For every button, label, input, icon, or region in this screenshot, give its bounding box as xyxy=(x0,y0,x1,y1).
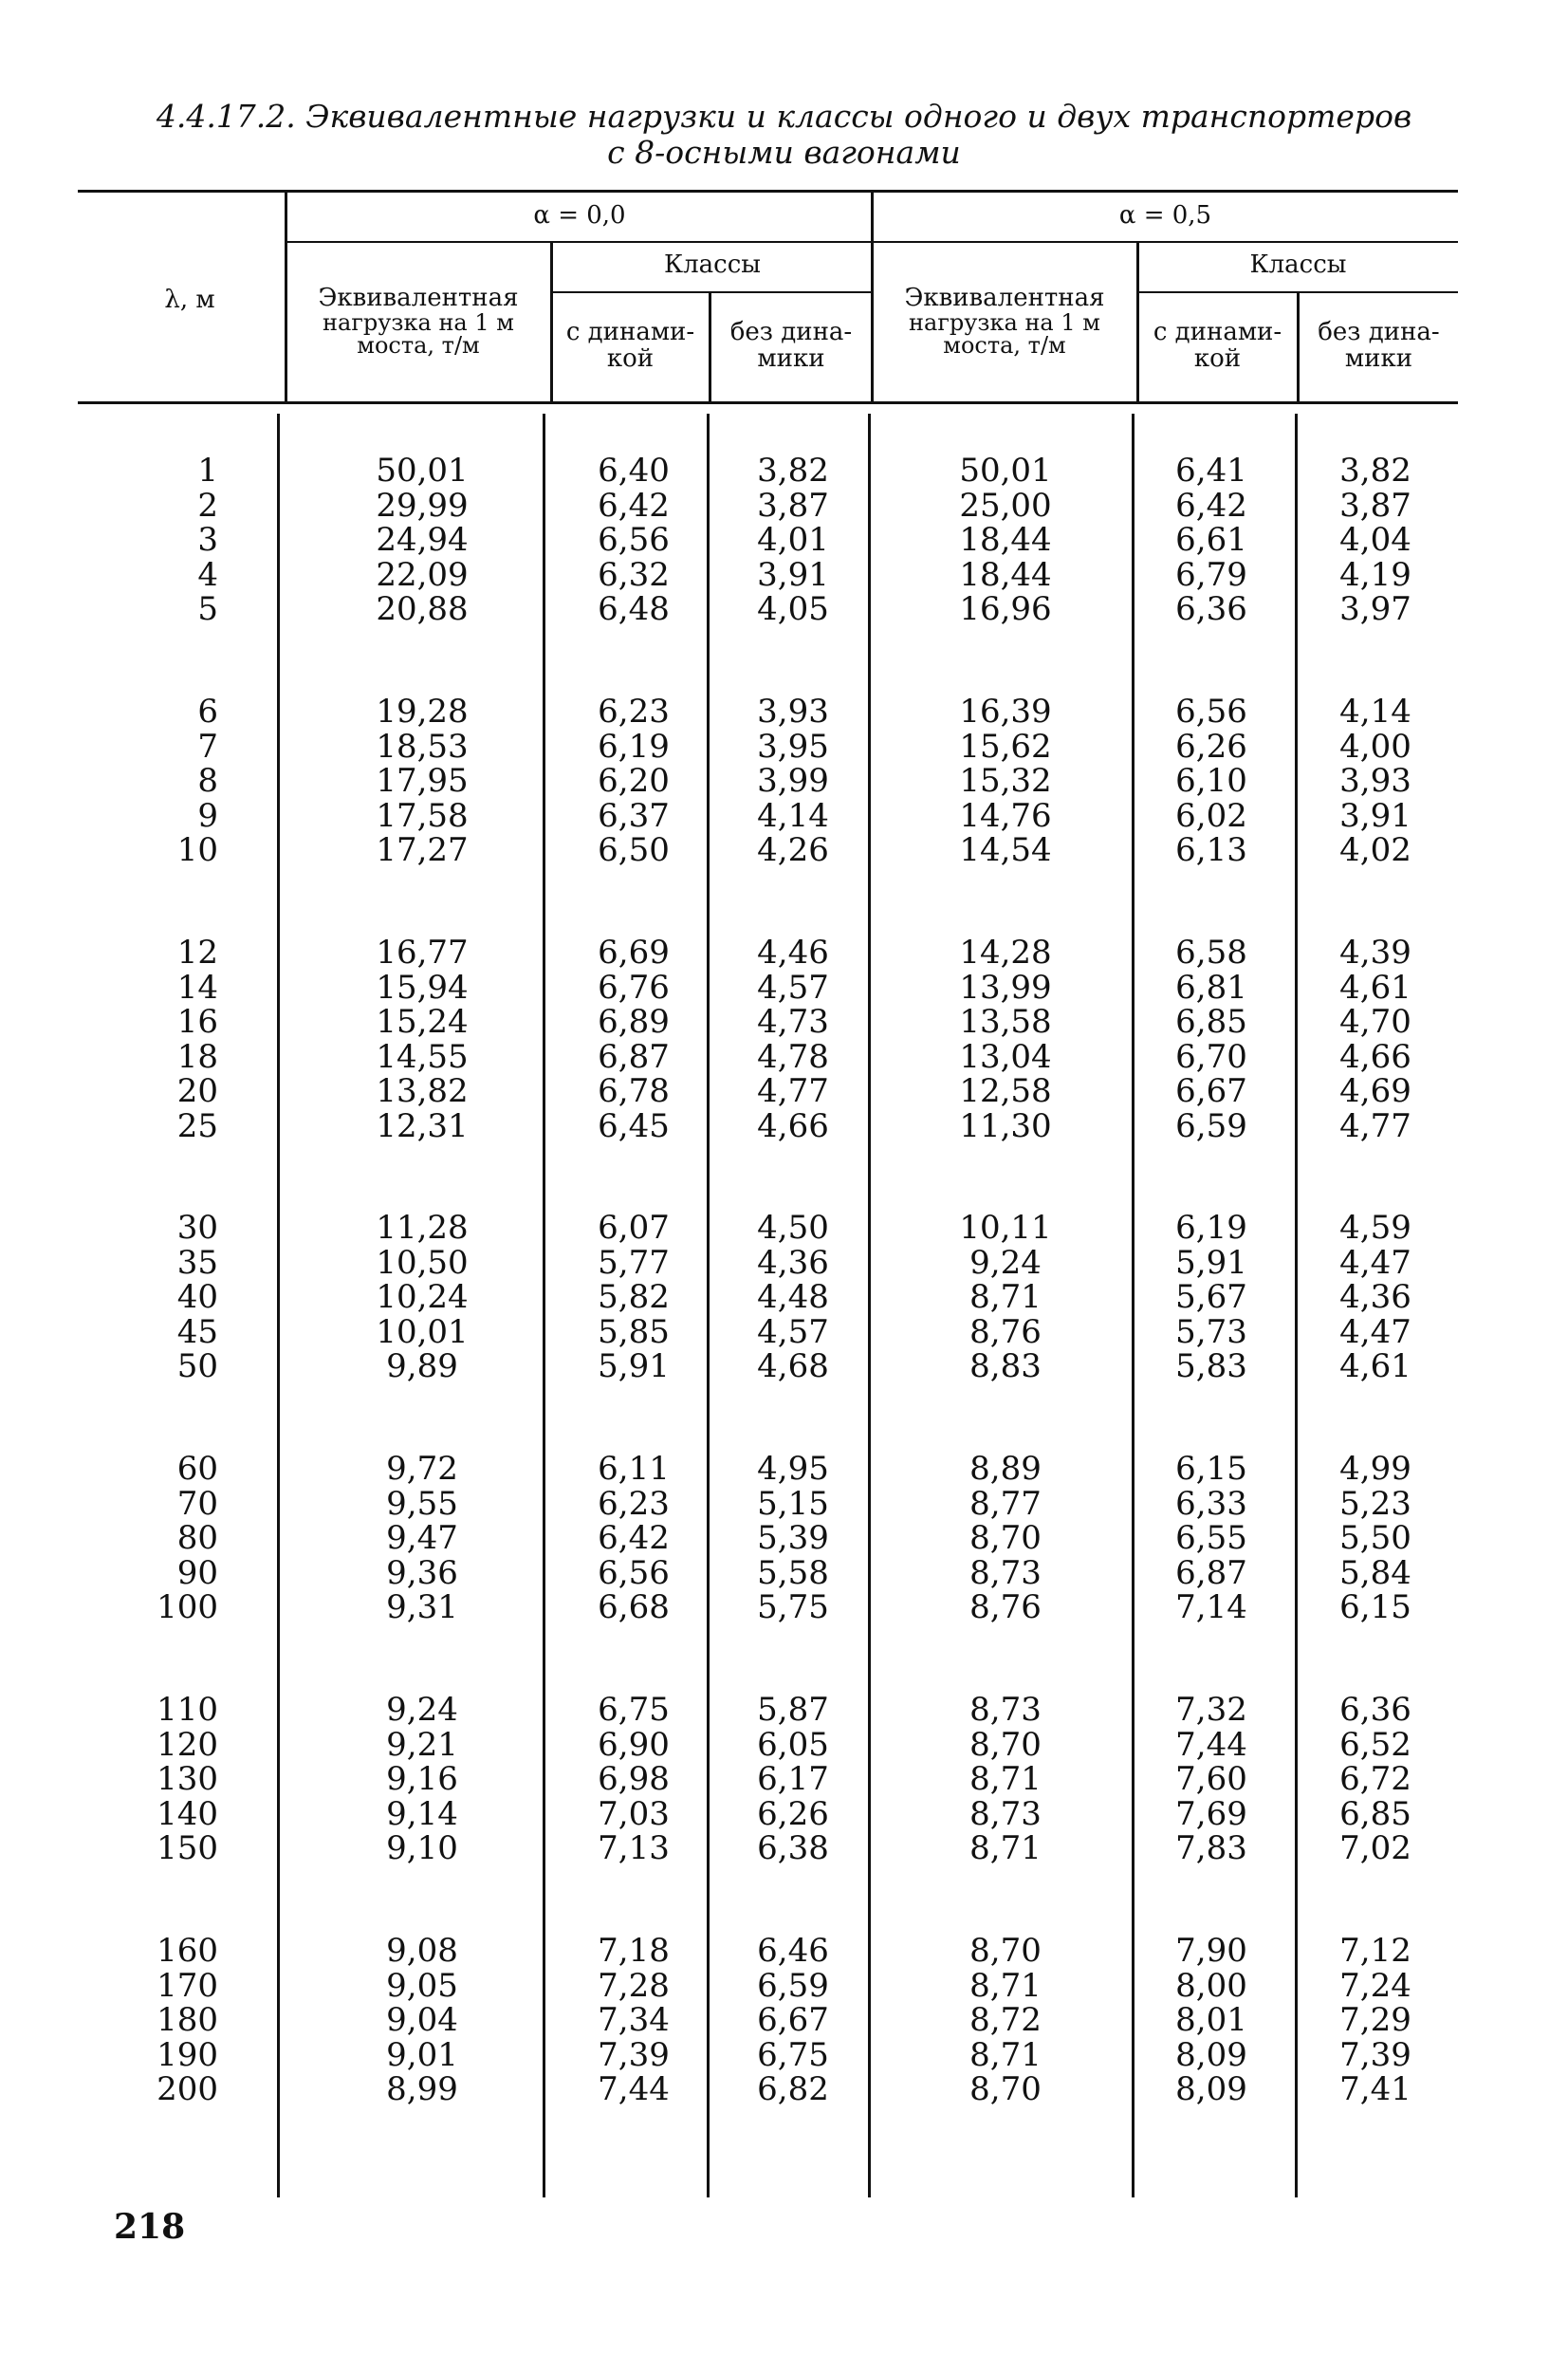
equiv-load-a05-cell: 13,58 xyxy=(959,1003,1052,1041)
class-dyn-a05-cell: 6,02 xyxy=(1175,796,1247,835)
class-dyn-a0-cell: 6,07 xyxy=(598,1209,670,1247)
lambda-cell: 160 xyxy=(157,1932,218,1970)
class-nodyn-a05-cell: 6,85 xyxy=(1339,1794,1411,1833)
class-nodyn-a0-cell: 6,67 xyxy=(757,2001,829,2039)
class-nodyn-a05-cell: 4,61 xyxy=(1339,968,1411,1007)
equiv-load-a0-cell: 17,95 xyxy=(376,762,469,800)
equiv-load-a05-cell: 14,54 xyxy=(959,831,1052,869)
equiv-load-a05-cell: 8,89 xyxy=(969,1450,1042,1488)
lambda-cell: 35 xyxy=(176,1243,218,1282)
equiv-load-a05-cell: 8,76 xyxy=(969,1588,1042,1626)
equiv-load-a0-cell: 9,01 xyxy=(386,2035,458,2074)
equiv-load-a0-cell: 9,08 xyxy=(386,1932,458,1970)
equiv-load-a05-cell: 8,71 xyxy=(969,1829,1042,1867)
lambda-cell: 16 xyxy=(176,1003,218,1041)
equiv-load-a0-cell: 9,24 xyxy=(386,1691,458,1729)
equiv-load-a05-cell: 8,71 xyxy=(969,1966,1042,2005)
class-dyn-a05-cell: 6,59 xyxy=(1175,1106,1247,1145)
header-classes-right: Классы xyxy=(1249,250,1347,279)
class-nodyn-a05-cell: 4,39 xyxy=(1339,934,1411,972)
class-nodyn-a05-cell: 4,66 xyxy=(1339,1037,1411,1076)
class-dyn-a05-cell: 6,70 xyxy=(1175,1037,1247,1076)
class-nodyn-a0-cell: 6,59 xyxy=(757,1966,829,2005)
class-dyn-a0-cell: 6,42 xyxy=(598,1519,670,1557)
class-dyn-a0-cell: 7,44 xyxy=(598,2070,670,2108)
lambda-cell: 25 xyxy=(176,1106,218,1145)
equiv-load-a0-cell: 9,10 xyxy=(386,1829,458,1867)
body-vline-5 xyxy=(1132,414,1134,2197)
class-dyn-a05-cell: 6,55 xyxy=(1175,1519,1247,1557)
header-bottom-rule xyxy=(78,401,1458,404)
class-dyn-a0-cell: 6,90 xyxy=(598,1725,670,1764)
body-vline-2 xyxy=(543,414,545,2197)
class-dyn-a0-cell: 6,56 xyxy=(598,521,670,559)
class-nodyn-a05-cell: 6,72 xyxy=(1339,1760,1411,1798)
equiv-load-a05-cell: 8,70 xyxy=(969,1932,1042,1970)
equiv-load-a05-cell: 12,58 xyxy=(959,1072,1052,1110)
equiv-load-a05-cell: 8,83 xyxy=(969,1347,1042,1385)
lambda-cell: 5 xyxy=(197,590,218,628)
class-dyn-a0-cell: 6,89 xyxy=(598,1003,670,1041)
header-equiv-load-left: Эквивалентная нагрузка на 1 м моста, т/м xyxy=(318,284,519,359)
class-nodyn-a0-cell: 4,78 xyxy=(757,1037,829,1076)
class-dyn-a05-cell: 6,13 xyxy=(1175,831,1247,869)
lambda-cell: 2 xyxy=(197,486,218,525)
class-dyn-a05-cell: 6,85 xyxy=(1175,1003,1247,1041)
equiv-load-a05-cell: 18,44 xyxy=(959,555,1052,594)
class-dyn-a05-cell: 6,41 xyxy=(1175,452,1247,490)
class-nodyn-a0-cell: 4,48 xyxy=(757,1278,829,1316)
equiv-load-a0-cell: 11,28 xyxy=(376,1209,469,1247)
class-dyn-a0-cell: 6,78 xyxy=(598,1072,670,1110)
class-dyn-a0-cell: 6,87 xyxy=(598,1037,670,1076)
page-number: 218 xyxy=(114,2207,186,2247)
lambda-cell: 18 xyxy=(176,1037,218,1076)
class-nodyn-a0-cell: 3,99 xyxy=(757,762,829,800)
header-with-dyn-left: с динами- кой xyxy=(565,318,695,373)
class-nodyn-a0-cell: 4,26 xyxy=(757,831,829,869)
class-dyn-a0-cell: 6,11 xyxy=(598,1450,670,1488)
lambda-cell: 45 xyxy=(176,1312,218,1351)
class-nodyn-a0-cell: 4,57 xyxy=(757,1312,829,1351)
class-nodyn-a05-cell: 5,50 xyxy=(1339,1519,1411,1557)
class-dyn-a0-cell: 7,13 xyxy=(598,1829,670,1867)
header-without-dyn-left: без дина- мики xyxy=(729,318,853,373)
class-nodyn-a0-cell: 4,46 xyxy=(757,934,829,972)
class-nodyn-a05-cell: 4,69 xyxy=(1339,1072,1411,1110)
equiv-load-a0-cell: 10,24 xyxy=(376,1278,469,1316)
class-nodyn-a0-cell: 3,82 xyxy=(757,452,829,490)
equiv-load-a0-cell: 19,28 xyxy=(376,693,469,731)
header-alpha-05: α = 0,5 xyxy=(1118,201,1212,230)
class-nodyn-a05-cell: 5,84 xyxy=(1339,1553,1411,1592)
class-dyn-a05-cell: 6,56 xyxy=(1175,693,1247,731)
equiv-load-a05-cell: 8,71 xyxy=(969,1760,1042,1798)
class-dyn-a0-cell: 6,42 xyxy=(598,486,670,525)
equiv-load-a05-cell: 15,62 xyxy=(959,727,1052,766)
equiv-load-a05-cell: 8,72 xyxy=(969,2001,1042,2039)
class-nodyn-a0-cell: 5,87 xyxy=(757,1691,829,1729)
class-dyn-a05-cell: 5,67 xyxy=(1175,1278,1247,1316)
class-nodyn-a05-cell: 4,04 xyxy=(1339,521,1411,559)
equiv-load-a05-cell: 8,70 xyxy=(969,2070,1042,2108)
class-dyn-a0-cell: 6,56 xyxy=(598,1553,670,1592)
class-nodyn-a0-cell: 6,05 xyxy=(757,1725,829,1764)
equiv-load-a0-cell: 12,31 xyxy=(376,1106,469,1145)
class-dyn-a05-cell: 6,79 xyxy=(1175,555,1247,594)
equiv-load-a0-cell: 13,82 xyxy=(376,1072,469,1110)
class-nodyn-a05-cell: 3,91 xyxy=(1339,796,1411,835)
class-nodyn-a05-cell: 4,47 xyxy=(1339,1312,1411,1351)
class-dyn-a05-cell: 7,44 xyxy=(1175,1725,1247,1764)
class-dyn-a0-cell: 7,18 xyxy=(598,1932,670,1970)
equiv-load-a0-cell: 9,47 xyxy=(386,1519,458,1557)
equiv-load-a0-cell: 9,89 xyxy=(386,1347,458,1385)
lambda-cell: 120 xyxy=(157,1725,218,1764)
equiv-load-a05-cell: 16,96 xyxy=(959,590,1052,628)
equiv-load-a0-cell: 15,94 xyxy=(376,968,469,1007)
equiv-load-a05-cell: 8,73 xyxy=(969,1553,1042,1592)
class-nodyn-a0-cell: 4,68 xyxy=(757,1347,829,1385)
class-nodyn-a0-cell: 6,82 xyxy=(757,2070,829,2108)
header-without-dyn-right: без дина- мики xyxy=(1318,318,1440,373)
class-dyn-a05-cell: 6,15 xyxy=(1175,1450,1247,1488)
lambda-cell: 180 xyxy=(157,2001,218,2039)
equiv-load-a05-cell: 13,04 xyxy=(959,1037,1052,1076)
lambda-cell: 30 xyxy=(176,1209,218,1247)
equiv-load-a05-cell: 8,76 xyxy=(969,1312,1042,1351)
class-dyn-a0-cell: 6,68 xyxy=(598,1588,670,1626)
equiv-load-a0-cell: 8,99 xyxy=(386,2070,458,2108)
class-dyn-a05-cell: 6,58 xyxy=(1175,934,1247,972)
class-nodyn-a0-cell: 4,73 xyxy=(757,1003,829,1041)
lambda-cell: 8 xyxy=(197,762,218,800)
class-dyn-a05-cell: 7,60 xyxy=(1175,1760,1247,1798)
class-nodyn-a0-cell: 4,57 xyxy=(757,968,829,1007)
lambda-cell: 50 xyxy=(176,1347,218,1385)
lambda-cell: 4 xyxy=(197,555,218,594)
lambda-cell: 14 xyxy=(176,968,218,1007)
equiv-load-a05-cell: 9,24 xyxy=(969,1243,1042,1282)
lambda-cell: 70 xyxy=(176,1484,218,1523)
lambda-cell: 190 xyxy=(157,2035,218,2074)
class-dyn-a0-cell: 7,39 xyxy=(598,2035,670,2074)
class-nodyn-a0-cell: 3,87 xyxy=(757,486,829,525)
equiv-load-a05-cell: 8,71 xyxy=(969,1278,1042,1316)
class-dyn-a0-cell: 6,23 xyxy=(598,693,670,731)
class-nodyn-a05-cell: 4,02 xyxy=(1339,831,1411,869)
class-nodyn-a0-cell: 4,36 xyxy=(757,1243,829,1282)
class-dyn-a05-cell: 7,90 xyxy=(1175,1932,1247,1970)
equiv-load-a0-cell: 18,53 xyxy=(376,727,469,766)
class-nodyn-a05-cell: 6,36 xyxy=(1339,1691,1411,1729)
class-dyn-a05-cell: 8,00 xyxy=(1175,1966,1247,2005)
class-dyn-a05-cell: 6,33 xyxy=(1175,1484,1247,1523)
class-nodyn-a05-cell: 7,41 xyxy=(1339,2070,1411,2108)
equiv-load-a0-cell: 15,24 xyxy=(376,1003,469,1041)
class-dyn-a0-cell: 6,40 xyxy=(598,452,670,490)
lambda-cell: 7 xyxy=(197,727,218,766)
class-nodyn-a0-cell: 4,14 xyxy=(757,796,829,835)
equiv-load-a0-cell: 9,14 xyxy=(386,1794,458,1833)
class-nodyn-a05-cell: 7,29 xyxy=(1339,2001,1411,2039)
equiv-load-a0-cell: 9,72 xyxy=(386,1450,458,1488)
equiv-load-a0-cell: 16,77 xyxy=(376,934,469,972)
class-dyn-a05-cell: 6,36 xyxy=(1175,590,1247,628)
class-nodyn-a0-cell: 5,39 xyxy=(757,1519,829,1557)
class-dyn-a05-cell: 6,67 xyxy=(1175,1072,1247,1110)
class-nodyn-a05-cell: 6,52 xyxy=(1339,1725,1411,1764)
class-nodyn-a0-cell: 4,66 xyxy=(757,1106,829,1145)
class-nodyn-a0-cell: 6,46 xyxy=(757,1932,829,1970)
equiv-load-a05-cell: 8,70 xyxy=(969,1519,1042,1557)
lambda-cell: 9 xyxy=(197,796,218,835)
class-nodyn-a05-cell: 6,15 xyxy=(1339,1588,1411,1626)
class-dyn-a0-cell: 5,82 xyxy=(598,1278,670,1316)
equiv-load-a05-cell: 15,32 xyxy=(959,762,1052,800)
class-nodyn-a0-cell: 3,93 xyxy=(757,693,829,731)
lambda-cell: 130 xyxy=(157,1760,218,1798)
class-nodyn-a0-cell: 4,01 xyxy=(757,521,829,559)
class-dyn-a05-cell: 8,09 xyxy=(1175,2070,1247,2108)
class-dyn-a0-cell: 5,85 xyxy=(598,1312,670,1351)
equiv-load-a0-cell: 9,36 xyxy=(386,1553,458,1592)
class-nodyn-a05-cell: 7,02 xyxy=(1339,1829,1411,1867)
equiv-load-a0-cell: 10,01 xyxy=(376,1312,469,1351)
equiv-load-a05-cell: 50,01 xyxy=(959,452,1052,490)
equiv-load-a0-cell: 14,55 xyxy=(376,1037,469,1076)
class-nodyn-a0-cell: 5,75 xyxy=(757,1588,829,1626)
equiv-load-a0-cell: 22,09 xyxy=(376,555,469,594)
equiv-load-a0-cell: 9,31 xyxy=(386,1588,458,1626)
class-nodyn-a05-cell: 4,36 xyxy=(1339,1278,1411,1316)
equiv-load-a0-cell: 10,50 xyxy=(376,1243,469,1282)
equiv-load-a05-cell: 25,00 xyxy=(959,486,1052,525)
class-dyn-a0-cell: 6,69 xyxy=(598,934,670,972)
class-nodyn-a0-cell: 4,77 xyxy=(757,1072,829,1110)
class-nodyn-a0-cell: 4,95 xyxy=(757,1450,829,1488)
class-dyn-a05-cell: 6,26 xyxy=(1175,727,1247,766)
class-nodyn-a05-cell: 5,23 xyxy=(1339,1484,1411,1523)
lambda-cell: 80 xyxy=(176,1519,218,1557)
class-dyn-a05-cell: 7,14 xyxy=(1175,1588,1247,1626)
equiv-load-a0-cell: 24,94 xyxy=(376,521,469,559)
equiv-load-a0-cell: 29,99 xyxy=(376,486,469,525)
class-dyn-a0-cell: 6,48 xyxy=(598,590,670,628)
equiv-load-a0-cell: 9,16 xyxy=(386,1760,458,1798)
class-dyn-a0-cell: 7,34 xyxy=(598,2001,670,2039)
alpha-rule-right xyxy=(873,241,1458,243)
class-dyn-a05-cell: 5,83 xyxy=(1175,1347,1247,1385)
class-nodyn-a05-cell: 4,77 xyxy=(1339,1106,1411,1145)
class-dyn-a05-cell: 6,19 xyxy=(1175,1209,1247,1247)
class-dyn-a0-cell: 6,50 xyxy=(598,831,670,869)
equiv-load-a05-cell: 8,71 xyxy=(969,2035,1042,2074)
class-nodyn-a0-cell: 3,95 xyxy=(757,727,829,766)
class-dyn-a05-cell: 7,69 xyxy=(1175,1794,1247,1833)
body-vline-1 xyxy=(277,414,280,2197)
class-nodyn-a05-cell: 7,12 xyxy=(1339,1932,1411,1970)
class-nodyn-a05-cell: 4,19 xyxy=(1339,555,1411,594)
equiv-load-a0-cell: 17,58 xyxy=(376,796,469,835)
class-dyn-a0-cell: 6,23 xyxy=(598,1484,670,1523)
class-dyn-a0-cell: 7,28 xyxy=(598,1966,670,2005)
equiv-load-a0-cell: 20,88 xyxy=(376,590,469,628)
equiv-load-a0-cell: 17,27 xyxy=(376,831,469,869)
header-classes-left: Классы xyxy=(664,250,761,279)
class-dyn-a0-cell: 5,77 xyxy=(598,1243,670,1282)
lambda-cell: 90 xyxy=(176,1553,218,1592)
class-dyn-a0-cell: 6,45 xyxy=(598,1106,670,1145)
class-dyn-a0-cell: 5,91 xyxy=(598,1347,670,1385)
class-dyn-a05-cell: 5,91 xyxy=(1175,1243,1247,1282)
class-nodyn-a05-cell: 4,70 xyxy=(1339,1003,1411,1041)
equiv-load-a05-cell: 8,77 xyxy=(969,1484,1042,1523)
class-nodyn-a05-cell: 3,97 xyxy=(1339,590,1411,628)
lambda-cell: 140 xyxy=(157,1794,218,1833)
class-dyn-a0-cell: 6,98 xyxy=(598,1760,670,1798)
lambda-cell: 100 xyxy=(157,1588,218,1626)
class-nodyn-a05-cell: 4,59 xyxy=(1339,1209,1411,1247)
table-title: 4.4.17.2. Эквивалентные нагрузки и классы одного и двух транспортеров xyxy=(156,98,1412,135)
table-subtitle: с 8-осными вагонами xyxy=(607,134,961,171)
equiv-load-a0-cell: 9,04 xyxy=(386,2001,458,2039)
class-dyn-a0-cell: 7,03 xyxy=(598,1794,670,1833)
lambda-cell: 40 xyxy=(176,1278,218,1316)
lambda-cell: 150 xyxy=(157,1829,218,1867)
lambda-cell: 200 xyxy=(157,2070,218,2108)
class-nodyn-a05-cell: 4,61 xyxy=(1339,1347,1411,1385)
lambda-cell: 1 xyxy=(197,452,218,490)
body-vline-3 xyxy=(707,414,710,2197)
class-dyn-a0-cell: 6,75 xyxy=(598,1691,670,1729)
class-dyn-a05-cell: 7,83 xyxy=(1175,1829,1247,1867)
equiv-load-a0-cell: 9,55 xyxy=(386,1484,458,1523)
class-nodyn-a05-cell: 3,82 xyxy=(1339,452,1411,490)
class-nodyn-a0-cell: 4,50 xyxy=(757,1209,829,1247)
class-dyn-a0-cell: 6,76 xyxy=(598,968,670,1007)
equiv-load-a05-cell: 13,99 xyxy=(959,968,1052,1007)
class-dyn-a05-cell: 8,09 xyxy=(1175,2035,1247,2074)
equiv-load-a05-cell: 8,73 xyxy=(969,1691,1042,1729)
class-nodyn-a05-cell: 3,87 xyxy=(1339,486,1411,525)
class-dyn-a05-cell: 6,61 xyxy=(1175,521,1247,559)
class-dyn-a05-cell: 6,81 xyxy=(1175,968,1247,1007)
equiv-load-a05-cell: 18,44 xyxy=(959,521,1052,559)
class-dyn-a05-cell: 6,10 xyxy=(1175,762,1247,800)
equiv-load-a05-cell: 14,76 xyxy=(959,796,1052,835)
class-dyn-a0-cell: 6,32 xyxy=(598,555,670,594)
header-equiv-load-right: Эквивалентная нагрузка на 1 м моста, т/м xyxy=(904,284,1105,359)
class-nodyn-a05-cell: 4,99 xyxy=(1339,1450,1411,1488)
alpha-rule-left xyxy=(286,241,873,243)
class-nodyn-a0-cell: 5,15 xyxy=(757,1484,829,1523)
equiv-load-a0-cell: 9,05 xyxy=(386,1966,458,2005)
class-nodyn-a0-cell: 5,58 xyxy=(757,1553,829,1592)
equiv-load-a05-cell: 11,30 xyxy=(959,1106,1052,1145)
class-dyn-a0-cell: 6,20 xyxy=(598,762,670,800)
class-nodyn-a05-cell: 4,47 xyxy=(1339,1243,1411,1282)
lambda-cell: 6 xyxy=(197,693,218,731)
equiv-load-a05-cell: 16,39 xyxy=(959,693,1052,731)
header-alpha-0: α = 0,0 xyxy=(533,201,626,230)
class-dyn-a05-cell: 7,32 xyxy=(1175,1691,1247,1729)
lambda-cell: 3 xyxy=(197,521,218,559)
class-nodyn-a0-cell: 6,75 xyxy=(757,2035,829,2074)
body-vline-4 xyxy=(868,414,871,2197)
class-nodyn-a05-cell: 4,14 xyxy=(1339,693,1411,731)
equiv-load-a05-cell: 10,11 xyxy=(959,1209,1052,1247)
lambda-cell: 20 xyxy=(176,1072,218,1110)
class-nodyn-a05-cell: 3,93 xyxy=(1339,762,1411,800)
class-nodyn-a0-cell: 6,26 xyxy=(757,1794,829,1833)
class-dyn-a05-cell: 5,73 xyxy=(1175,1312,1247,1351)
class-nodyn-a0-cell: 4,05 xyxy=(757,590,829,628)
equiv-load-a05-cell: 14,28 xyxy=(959,934,1052,972)
class-nodyn-a0-cell: 6,17 xyxy=(757,1760,829,1798)
class-dyn-a05-cell: 6,42 xyxy=(1175,486,1247,525)
class-dyn-a05-cell: 8,01 xyxy=(1175,2001,1247,2039)
equiv-load-a0-cell: 50,01 xyxy=(376,452,469,490)
header-lambda: λ, м xyxy=(164,286,215,314)
class-nodyn-a0-cell: 6,38 xyxy=(757,1829,829,1867)
header-with-dyn-right: с динами- кой xyxy=(1153,318,1282,373)
lambda-cell: 10 xyxy=(176,831,218,869)
class-nodyn-a05-cell: 7,39 xyxy=(1339,2035,1411,2074)
lambda-cell: 12 xyxy=(176,934,218,972)
equiv-load-a05-cell: 8,73 xyxy=(969,1794,1042,1833)
equiv-load-a05-cell: 8,70 xyxy=(969,1725,1042,1764)
class-dyn-a05-cell: 6,87 xyxy=(1175,1553,1247,1592)
lambda-cell: 110 xyxy=(157,1691,218,1729)
class-nodyn-a05-cell: 7,24 xyxy=(1339,1966,1411,2005)
class-dyn-a0-cell: 6,19 xyxy=(598,727,670,766)
body-vline-6 xyxy=(1295,414,1298,2197)
class-nodyn-a05-cell: 4,00 xyxy=(1339,727,1411,766)
lambda-cell: 60 xyxy=(176,1450,218,1488)
class-dyn-a0-cell: 6,37 xyxy=(598,796,670,835)
class-nodyn-a0-cell: 3,91 xyxy=(757,555,829,594)
equiv-load-a0-cell: 9,21 xyxy=(386,1725,458,1764)
classes-rule-left xyxy=(552,291,873,293)
lambda-cell: 170 xyxy=(157,1966,218,2005)
